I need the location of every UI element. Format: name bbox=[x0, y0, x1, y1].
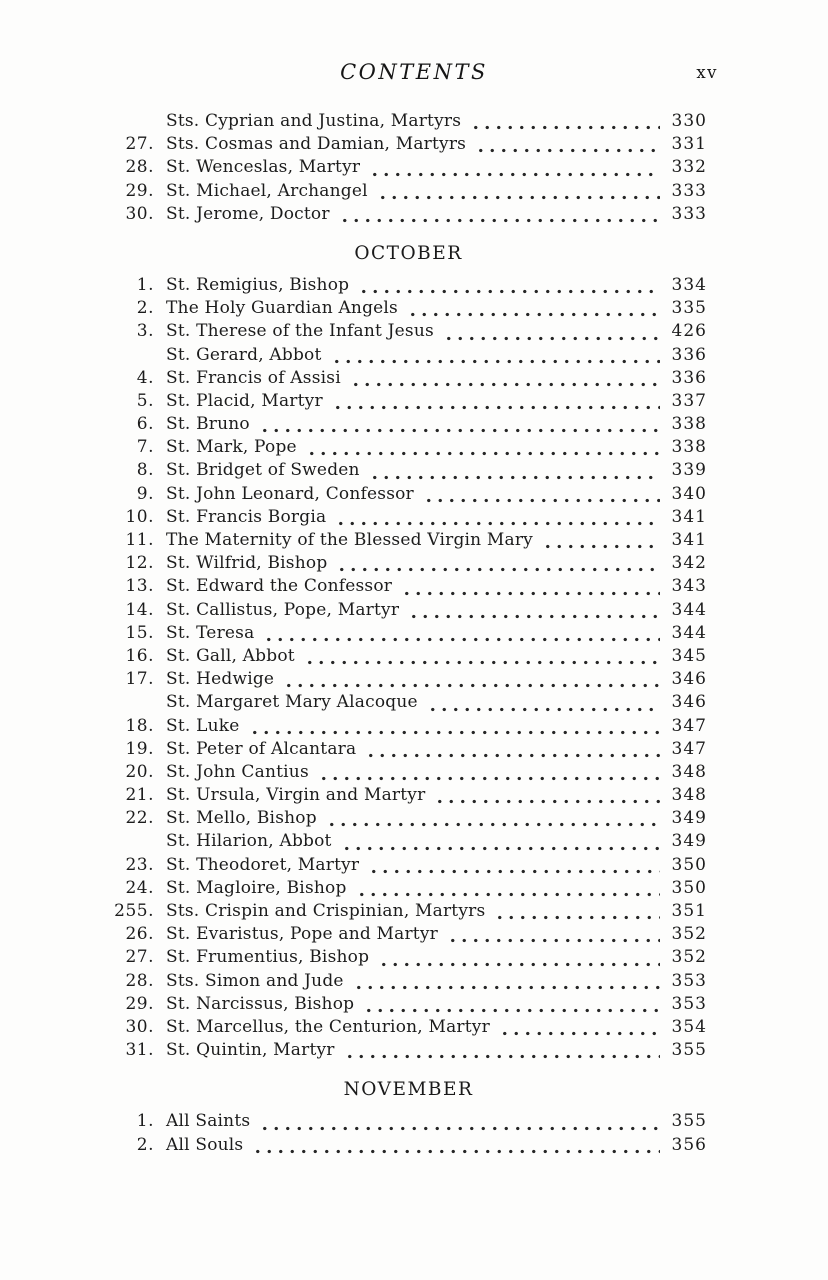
entry-day-number: 16. bbox=[125, 645, 154, 666]
page-header bbox=[110, 60, 718, 86]
entry-day-number: 15. bbox=[125, 622, 154, 643]
toc-entry-row bbox=[110, 970, 707, 993]
section-rows bbox=[110, 274, 707, 1062]
entry-page-number: 355 bbox=[671, 1111, 707, 1132]
dot-leader bbox=[351, 970, 660, 993]
entry-title: St. Teresa bbox=[166, 622, 255, 643]
entry-title: St. Gall, Abbot bbox=[166, 645, 295, 666]
toc-section bbox=[110, 1079, 707, 1156]
dot-leader bbox=[366, 854, 660, 877]
entry-day-number: 17. bbox=[125, 669, 154, 690]
entry-page-number: 344 bbox=[671, 622, 707, 643]
entry-page-number: 350 bbox=[671, 877, 707, 898]
toc-entry-row bbox=[110, 436, 707, 459]
entry-page-number: 349 bbox=[671, 831, 707, 852]
entry-day-number: 28. bbox=[125, 970, 154, 991]
entry-page-number: 352 bbox=[671, 924, 707, 945]
entry-page-number: 333 bbox=[671, 180, 707, 201]
entry-title: Sts. Simon and Jude bbox=[166, 970, 344, 991]
entry-page-number: 346 bbox=[671, 692, 707, 713]
entry-title: St. Callistus, Pope, Martyr bbox=[166, 599, 400, 620]
dot-leader bbox=[367, 156, 660, 179]
toc-entry-row bbox=[110, 180, 707, 203]
entry-day-number: 5. bbox=[136, 390, 154, 411]
entry-page-number: 330 bbox=[671, 111, 707, 131]
dot-leader bbox=[333, 506, 660, 529]
entry-day-number: 21. bbox=[125, 785, 154, 806]
dot-leader bbox=[316, 761, 660, 784]
entry-title: St. Peter of Alcantara bbox=[166, 738, 357, 759]
dot-leader bbox=[257, 1110, 660, 1133]
dot-leader bbox=[421, 483, 660, 506]
entry-day-number: 31. bbox=[125, 1040, 154, 1061]
toc-entry-row bbox=[110, 1039, 707, 1062]
dot-leader bbox=[399, 575, 660, 598]
entry-title: St. Hilarion, Abbot bbox=[166, 831, 332, 852]
entry-title: St. Margaret Mary Alacoque bbox=[166, 692, 418, 713]
entry-title: St. Quintin, Martyr bbox=[166, 1040, 335, 1061]
entry-page-number: 349 bbox=[671, 808, 707, 829]
entry-title: St. Hedwige bbox=[166, 669, 275, 690]
entry-day-number: 23. bbox=[125, 854, 154, 875]
entry-page-number: 333 bbox=[671, 203, 707, 224]
dot-leader bbox=[302, 645, 660, 668]
toc-entry-row bbox=[110, 830, 707, 853]
entry-page-number: 345 bbox=[671, 645, 707, 666]
toc-entry-row bbox=[110, 668, 707, 691]
dot-leader bbox=[473, 133, 660, 156]
section-rows bbox=[110, 110, 707, 226]
entry-day-number: 11. bbox=[125, 530, 154, 550]
toc-entry-row bbox=[110, 599, 707, 622]
toc-entry-row bbox=[110, 993, 707, 1016]
toc-entry-row bbox=[110, 320, 707, 343]
entry-day-number: 3. bbox=[136, 321, 154, 342]
toc-entry-row bbox=[110, 761, 707, 784]
toc-entry-row bbox=[110, 1134, 707, 1157]
entry-page-number: 350 bbox=[671, 854, 707, 875]
dot-leader bbox=[468, 110, 660, 133]
entry-title: St. Magloire, Bishop bbox=[166, 877, 347, 898]
entry-title: St. Therese of the Infant Jesus bbox=[166, 321, 434, 342]
entry-title: St. John Cantius bbox=[166, 761, 309, 782]
entry-title: St. Gerard, Abbot bbox=[166, 344, 322, 365]
entry-page-number: 426 bbox=[671, 321, 707, 342]
entry-page-number: 344 bbox=[671, 599, 707, 620]
toc-entry-row bbox=[110, 807, 707, 830]
dot-leader bbox=[445, 923, 660, 946]
entry-page-number: 343 bbox=[671, 576, 707, 597]
dot-leader bbox=[281, 668, 660, 691]
dot-leader bbox=[330, 390, 660, 413]
entry-day-number: 2. bbox=[136, 298, 154, 319]
entry-page-number: 338 bbox=[671, 437, 707, 458]
entry-page-number: 340 bbox=[671, 483, 707, 504]
entry-day-number: 30. bbox=[125, 203, 154, 224]
dot-leader bbox=[304, 436, 660, 459]
toc-entry-row bbox=[110, 367, 707, 390]
entry-title: St. Wilfrid, Bishop bbox=[166, 553, 328, 574]
entry-page-number: 347 bbox=[671, 738, 707, 759]
entry-page-number: 341 bbox=[671, 530, 707, 550]
entry-title: Sts. Crispin and Crispinian, Martyrs bbox=[166, 901, 486, 921]
dot-leader bbox=[339, 830, 660, 853]
dot-leader bbox=[329, 344, 660, 367]
dot-leader bbox=[337, 203, 660, 226]
entry-day-number: 8. bbox=[136, 460, 154, 481]
section-heading: OCTOBER bbox=[354, 242, 463, 264]
entry-page-number: 346 bbox=[671, 669, 707, 690]
toc-entry-row bbox=[110, 877, 707, 900]
entry-page-number: 332 bbox=[671, 157, 707, 178]
entry-page-number: 355 bbox=[671, 1040, 707, 1061]
entry-day-number: 255. bbox=[114, 901, 154, 921]
section-rows bbox=[110, 1110, 707, 1156]
entry-day-number: 14. bbox=[125, 599, 154, 620]
dot-leader bbox=[261, 622, 660, 645]
toc-entry-row bbox=[110, 110, 707, 133]
dot-leader bbox=[367, 459, 660, 482]
entry-page-number: 339 bbox=[671, 460, 707, 481]
entry-title: All Souls bbox=[166, 1134, 244, 1155]
entry-title: St. Francis of Assisi bbox=[166, 367, 341, 388]
dot-leader bbox=[361, 993, 660, 1016]
dot-leader bbox=[342, 1039, 660, 1062]
entry-title: St. Bruno bbox=[166, 414, 250, 435]
dot-leader bbox=[247, 715, 661, 738]
entry-page-number: 352 bbox=[671, 947, 707, 968]
toc-entry-row bbox=[110, 738, 707, 761]
entry-day-number: 29. bbox=[125, 993, 154, 1014]
toc-entry-row bbox=[110, 133, 707, 156]
entry-day-number: 12. bbox=[125, 553, 154, 574]
entry-title: All Saints bbox=[166, 1111, 251, 1132]
entry-title: St. Mello, Bishop bbox=[166, 808, 317, 829]
entry-page-number: 338 bbox=[671, 414, 707, 435]
contents-title: CONTENTS bbox=[340, 60, 488, 84]
entry-page-number: 348 bbox=[671, 785, 707, 806]
toc-entry-row bbox=[110, 715, 707, 738]
entry-day-number: 2. bbox=[136, 1134, 154, 1155]
entry-page-number: 336 bbox=[671, 367, 707, 388]
dot-leader bbox=[406, 599, 660, 622]
dot-leader bbox=[356, 274, 660, 297]
entry-title: St. Wenceslas, Martyr bbox=[166, 157, 361, 178]
entry-title: St. Ursula, Virgin and Martyr bbox=[166, 785, 426, 806]
entry-day-number: 24. bbox=[125, 877, 154, 898]
entry-day-number: 28. bbox=[125, 157, 154, 178]
entry-day-number: 27. bbox=[125, 134, 154, 155]
entry-page-number: 354 bbox=[671, 1016, 707, 1037]
dot-leader bbox=[376, 946, 660, 969]
entry-day-number: 30. bbox=[125, 1016, 154, 1037]
entry-page-number: 351 bbox=[671, 901, 707, 921]
toc-entry-row bbox=[110, 691, 707, 714]
entry-page-number: 337 bbox=[671, 390, 707, 411]
toc-entry-row bbox=[110, 203, 707, 226]
entry-title: St. Theodoret, Martyr bbox=[166, 854, 360, 875]
entry-title: St. Remigius, Bishop bbox=[166, 274, 350, 295]
toc-entry-row bbox=[110, 900, 707, 923]
entry-day-number: 1. bbox=[136, 1111, 154, 1132]
entry-day-number: 18. bbox=[125, 715, 154, 736]
entry-page-number: 335 bbox=[671, 298, 707, 319]
dot-leader bbox=[425, 691, 660, 714]
dot-leader bbox=[492, 900, 660, 923]
entry-title: St. Michael, Archangel bbox=[166, 180, 368, 201]
dot-leader bbox=[354, 877, 660, 900]
toc-entry-row bbox=[110, 854, 707, 877]
dot-leader bbox=[250, 1134, 660, 1157]
table-of-contents bbox=[110, 110, 707, 1157]
entry-day-number: 9. bbox=[136, 483, 154, 504]
toc-entry-row bbox=[110, 459, 707, 482]
dot-leader bbox=[540, 529, 660, 552]
dot-leader bbox=[405, 297, 660, 320]
toc-entry-row bbox=[110, 923, 707, 946]
entry-title: St. Edward the Confessor bbox=[166, 576, 393, 597]
toc-entry-row bbox=[110, 344, 707, 367]
page-folio-number: xv bbox=[696, 63, 718, 82]
dot-leader bbox=[497, 1016, 660, 1039]
entry-page-number: 356 bbox=[671, 1134, 707, 1155]
entry-title: St. Mark, Pope bbox=[166, 437, 297, 458]
dot-leader bbox=[257, 413, 660, 436]
entry-title: St. Jerome, Doctor bbox=[166, 203, 330, 224]
entry-day-number: 22. bbox=[125, 808, 154, 829]
toc-entry-row bbox=[110, 575, 707, 598]
entry-title: St. Evaristus, Pope and Martyr bbox=[166, 924, 438, 945]
entry-title: Sts. Cyprian and Justina, Martyrs bbox=[166, 111, 462, 131]
toc-entry-row bbox=[110, 390, 707, 413]
entry-title: St. Bridget of Sweden bbox=[166, 460, 360, 481]
entry-page-number: 331 bbox=[671, 134, 707, 155]
entry-title: St. Francis Borgia bbox=[166, 506, 327, 527]
dot-leader bbox=[363, 738, 660, 761]
toc-section bbox=[110, 110, 707, 226]
toc-entry-row bbox=[110, 622, 707, 645]
toc-entry-row bbox=[110, 552, 707, 575]
entry-page-number: 353 bbox=[671, 970, 707, 991]
entry-page-number: 353 bbox=[671, 993, 707, 1014]
toc-entry-row bbox=[110, 1016, 707, 1039]
entry-title: The Holy Guardian Angels bbox=[166, 298, 398, 319]
entry-day-number: 6. bbox=[136, 414, 154, 435]
entry-title: St. Frumentius, Bishop bbox=[166, 947, 370, 968]
entry-page-number: 342 bbox=[671, 553, 707, 574]
entry-day-number: 7. bbox=[136, 437, 154, 458]
entry-day-number: 20. bbox=[125, 761, 154, 782]
entry-title: St. Luke bbox=[166, 715, 240, 736]
toc-entry-row bbox=[110, 483, 707, 506]
toc-section bbox=[110, 243, 707, 1062]
entry-day-number: 1. bbox=[136, 274, 154, 295]
toc-entry-row bbox=[110, 529, 707, 552]
toc-entry-row bbox=[110, 946, 707, 969]
entry-day-number: 29. bbox=[125, 180, 154, 201]
entry-title: Sts. Cosmas and Damian, Martyrs bbox=[166, 134, 467, 155]
dot-leader bbox=[375, 180, 660, 203]
entry-day-number: 13. bbox=[125, 576, 154, 597]
entry-title: St. John Leonard, Confessor bbox=[166, 483, 414, 504]
entry-title: St. Marcellus, the Centurion, Martyr bbox=[166, 1016, 490, 1037]
entry-title: St. Narcissus, Bishop bbox=[166, 993, 355, 1014]
dot-leader bbox=[441, 320, 660, 343]
entry-day-number: 19. bbox=[125, 738, 154, 759]
entry-day-number: 10. bbox=[125, 506, 154, 527]
toc-entry-row bbox=[110, 784, 707, 807]
toc-entry-row bbox=[110, 506, 707, 529]
toc-entry-row bbox=[110, 156, 707, 179]
toc-entry-row bbox=[110, 274, 707, 297]
entry-page-number: 347 bbox=[671, 715, 707, 736]
toc-entry-row bbox=[110, 297, 707, 320]
toc-entry-row bbox=[110, 645, 707, 668]
entry-day-number: 27. bbox=[125, 947, 154, 968]
dot-leader bbox=[432, 784, 660, 807]
entry-page-number: 334 bbox=[671, 274, 707, 295]
dot-leader bbox=[334, 552, 660, 575]
entry-day-number: 26. bbox=[125, 924, 154, 945]
entry-title: The Maternity of the Blessed Virgin Mary bbox=[166, 530, 533, 550]
entry-page-number: 336 bbox=[671, 344, 707, 365]
toc-entry-row bbox=[110, 413, 707, 436]
entry-page-number: 348 bbox=[671, 761, 707, 782]
toc-entry-row bbox=[110, 1110, 707, 1133]
entry-title: St. Placid, Martyr bbox=[166, 390, 323, 411]
entry-day-number: 4. bbox=[136, 367, 154, 388]
section-heading: NOVEMBER bbox=[343, 1079, 474, 1101]
entry-page-number: 341 bbox=[671, 506, 707, 527]
dot-leader bbox=[348, 367, 660, 390]
dot-leader bbox=[324, 807, 660, 830]
